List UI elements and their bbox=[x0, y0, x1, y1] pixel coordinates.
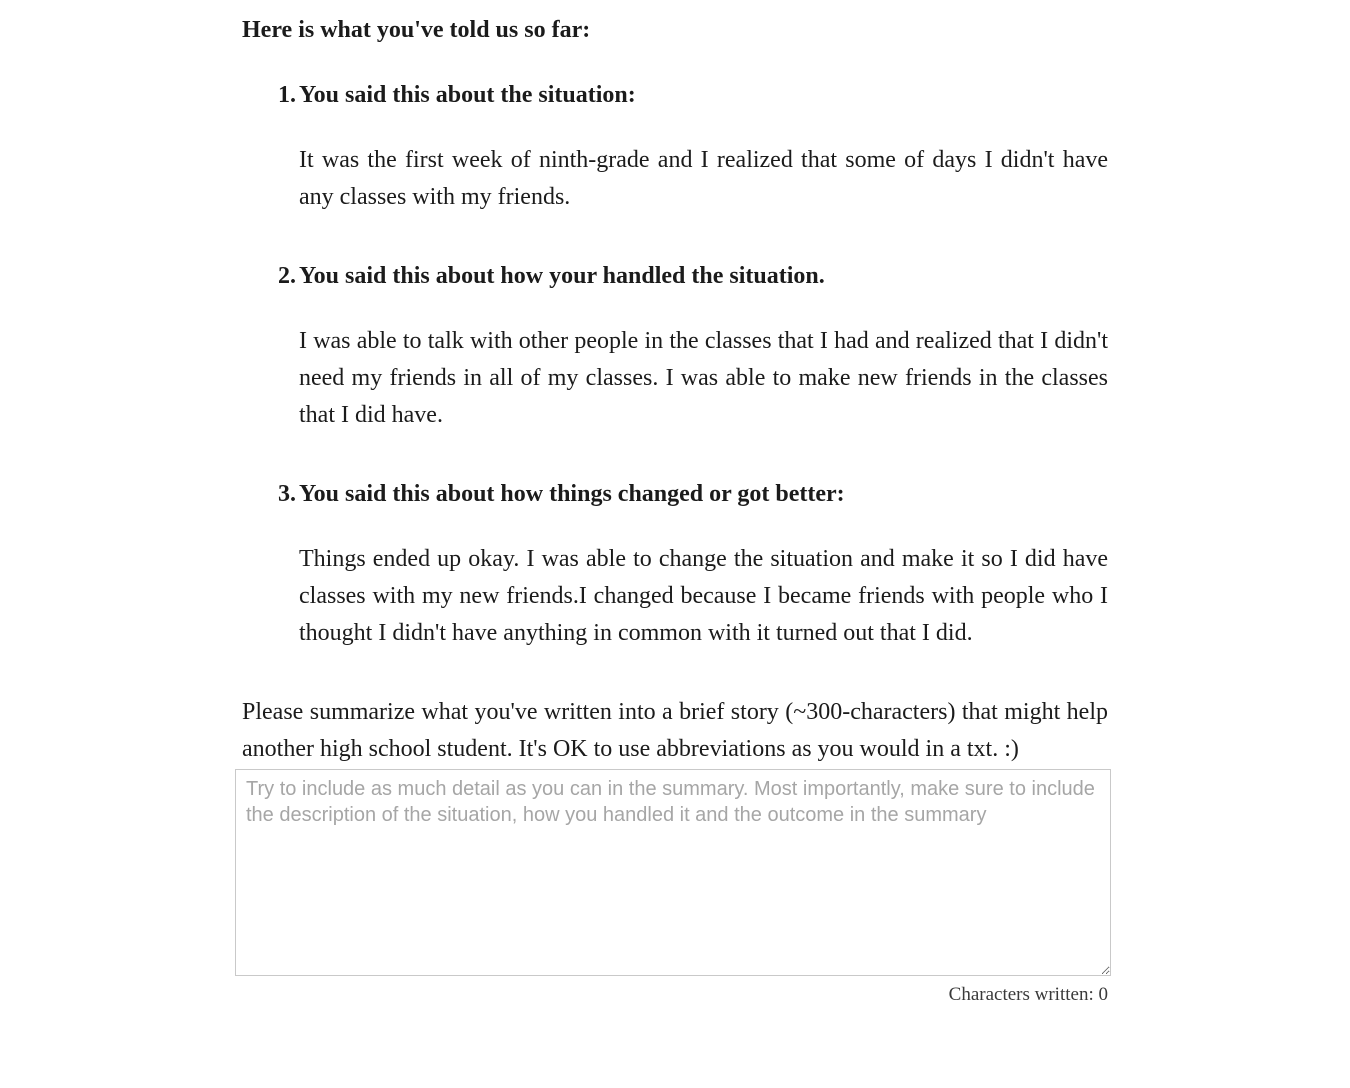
item-number: 3. bbox=[278, 481, 296, 507]
item-response-handled: I was able to talk with other people in the classes that I had and realized that I didn't need my friends in all of my classes. I was able to make new friends in the classes that I did have. bbox=[299, 328, 1108, 428]
list-item-outcome bbox=[242, 476, 1108, 652]
item-number: 2. bbox=[278, 263, 296, 289]
item-label-situation: You said this about the situation: bbox=[299, 82, 636, 108]
character-counter: Characters written: 0 bbox=[948, 984, 1108, 1005]
summary-input[interactable] bbox=[235, 769, 1111, 976]
list-item-situation bbox=[242, 77, 1108, 216]
list-item-handled bbox=[242, 258, 1108, 434]
item-label-handled: You said this about how your handled the situation. bbox=[299, 263, 825, 289]
intro-heading: Here is what you've told us so far: bbox=[242, 17, 591, 43]
item-label-outcome: You said this about how things changed or got better: bbox=[299, 481, 845, 507]
item-response-outcome: Things ended up okay. I was able to change the situation and make it so I did have classes with my new friends.I changed because I became friends with people who I thought I didn't have anything in common with it turned out that I did. bbox=[299, 546, 1108, 646]
responses-list bbox=[242, 77, 1108, 652]
summary-prompt: Please summarize what you've written into a brief story (~300-characters) that might help another high school student. It's OK to use abbreviations as you would in a txt. :) bbox=[242, 699, 1108, 762]
item-number: 1. bbox=[278, 82, 296, 108]
summary-page bbox=[242, 0, 1108, 1007]
item-response-situation: It was the first week of ninth-grade and I realized that some of days I didn't have any classes with my friends. bbox=[299, 147, 1108, 210]
